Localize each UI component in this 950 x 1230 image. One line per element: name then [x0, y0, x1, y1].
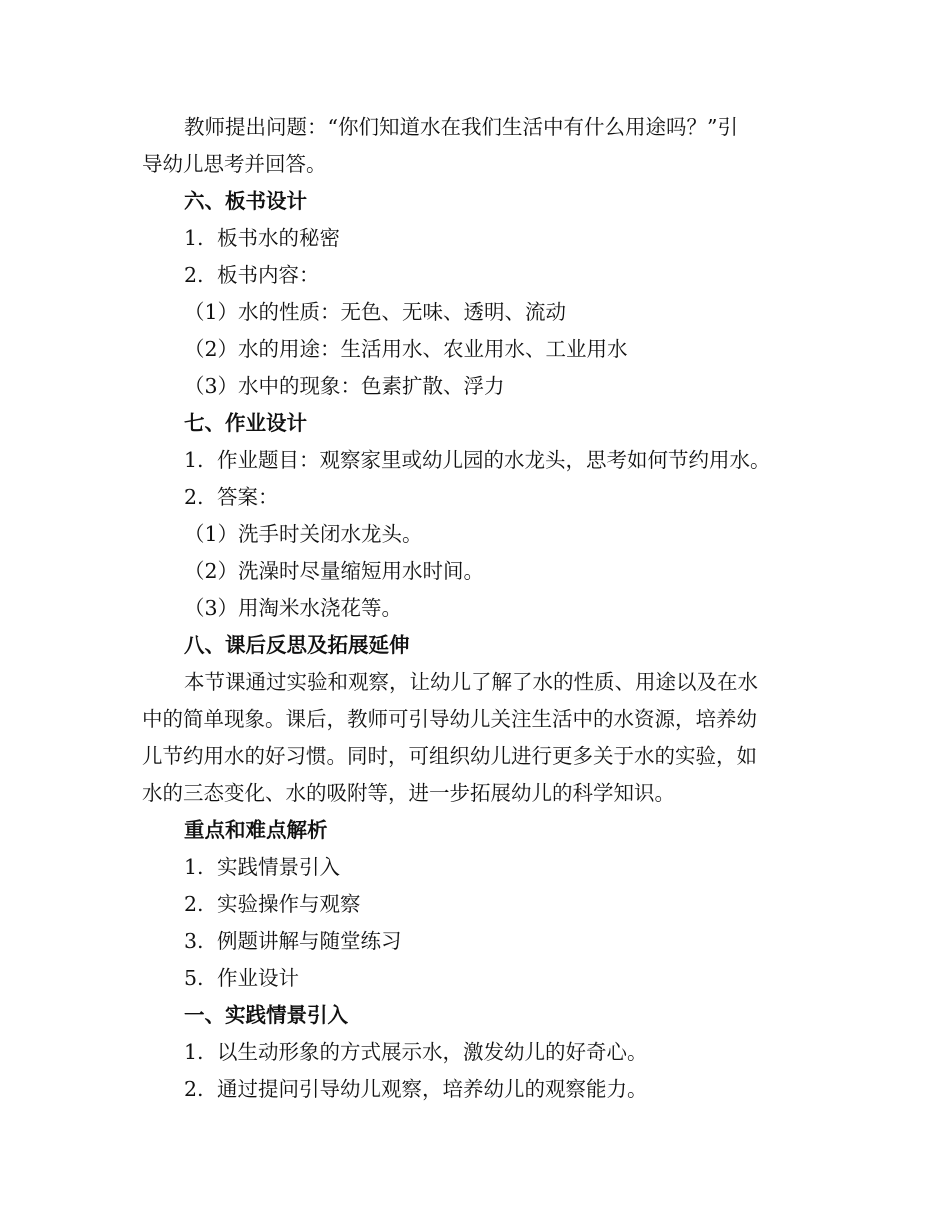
list-item — [142, 1071, 794, 1108]
section-heading: 七、作业设计 — [184, 411, 307, 435]
list-number: 3. — [184, 929, 204, 953]
list-text: 实验操作与观察 — [217, 892, 361, 916]
sub-item: （3）用淘米水浇花等。 — [184, 596, 403, 620]
list-number: 5. — [184, 966, 204, 990]
list-number: 2. — [184, 485, 204, 509]
list-item — [142, 960, 794, 997]
list-item — [142, 257, 794, 294]
list-number: 2. — [184, 1077, 204, 1101]
list-number: 1. — [184, 855, 204, 879]
section-heading: 重点和难点解析 — [184, 818, 328, 842]
sub-item: （2）洗澡时尽量缩短用水时间。 — [184, 559, 485, 583]
list-text: 通过提问引导幼儿观察，培养幼儿的观察能力。 — [217, 1077, 648, 1101]
document-page — [142, 109, 794, 1108]
list-text: 板书内容： — [217, 263, 320, 287]
sub-item: （1）水的性质：无色、无味、透明、流动 — [184, 300, 567, 324]
section-heading: 一、实践情景引入 — [184, 1003, 348, 1027]
list-item — [142, 220, 794, 257]
list-text: 答案： — [217, 485, 279, 509]
list-text: 实践情景引入 — [217, 855, 340, 879]
list-text: 以生动形象的方式展示水，激发幼儿的好奇心。 — [217, 1040, 648, 1064]
list-number: 2. — [184, 892, 204, 916]
paragraph-line: 本节课通过实验和观察，让幼儿了解了水的性质、用途以及在水 — [184, 670, 758, 694]
section-heading: 六、板书设计 — [184, 189, 307, 213]
list-item — [142, 923, 794, 960]
list-item — [142, 1034, 794, 1071]
list-text: 作业设计 — [217, 966, 299, 990]
section-heading: 八、课后反思及拓展延伸 — [184, 633, 410, 657]
paragraph-line: 教师提出问题：“你们知道水在我们生活中有什么用途吗？”引 — [184, 115, 738, 139]
list-number: 1. — [184, 1040, 204, 1064]
list-text: 例题讲解与随堂练习 — [217, 929, 402, 953]
paragraph-line: 导幼儿思考并回答。 — [142, 152, 327, 176]
list-item — [142, 886, 794, 923]
list-item — [142, 442, 794, 479]
paragraph-line: 水的三态变化、水的吸附等，进一步拓展幼儿的科学知识。 — [142, 781, 675, 805]
sub-item: （3）水中的现象：色素扩散、浮力 — [184, 374, 505, 398]
list-number: 1. — [184, 226, 204, 250]
list-text: 作业题目：观察家里或幼儿园的水龙头，思考如何节约用水。 — [217, 448, 771, 472]
list-item — [142, 479, 794, 516]
list-number: 2. — [184, 263, 204, 287]
sub-item: （1）洗手时关闭水龙头。 — [184, 522, 423, 546]
list-text: 板书水的秘密 — [217, 226, 340, 250]
list-number: 1. — [184, 448, 204, 472]
list-item — [142, 849, 794, 886]
paragraph-line: 儿节约用水的好习惯。同时，可组织幼儿进行更多关于水的实验，如 — [142, 744, 757, 768]
paragraph-line: 中的简单现象。课后，教师可引导幼儿关注生活中的水资源，培养幼 — [142, 707, 757, 731]
sub-item: （2）水的用途：生活用水、农业用水、工业用水 — [184, 337, 628, 361]
